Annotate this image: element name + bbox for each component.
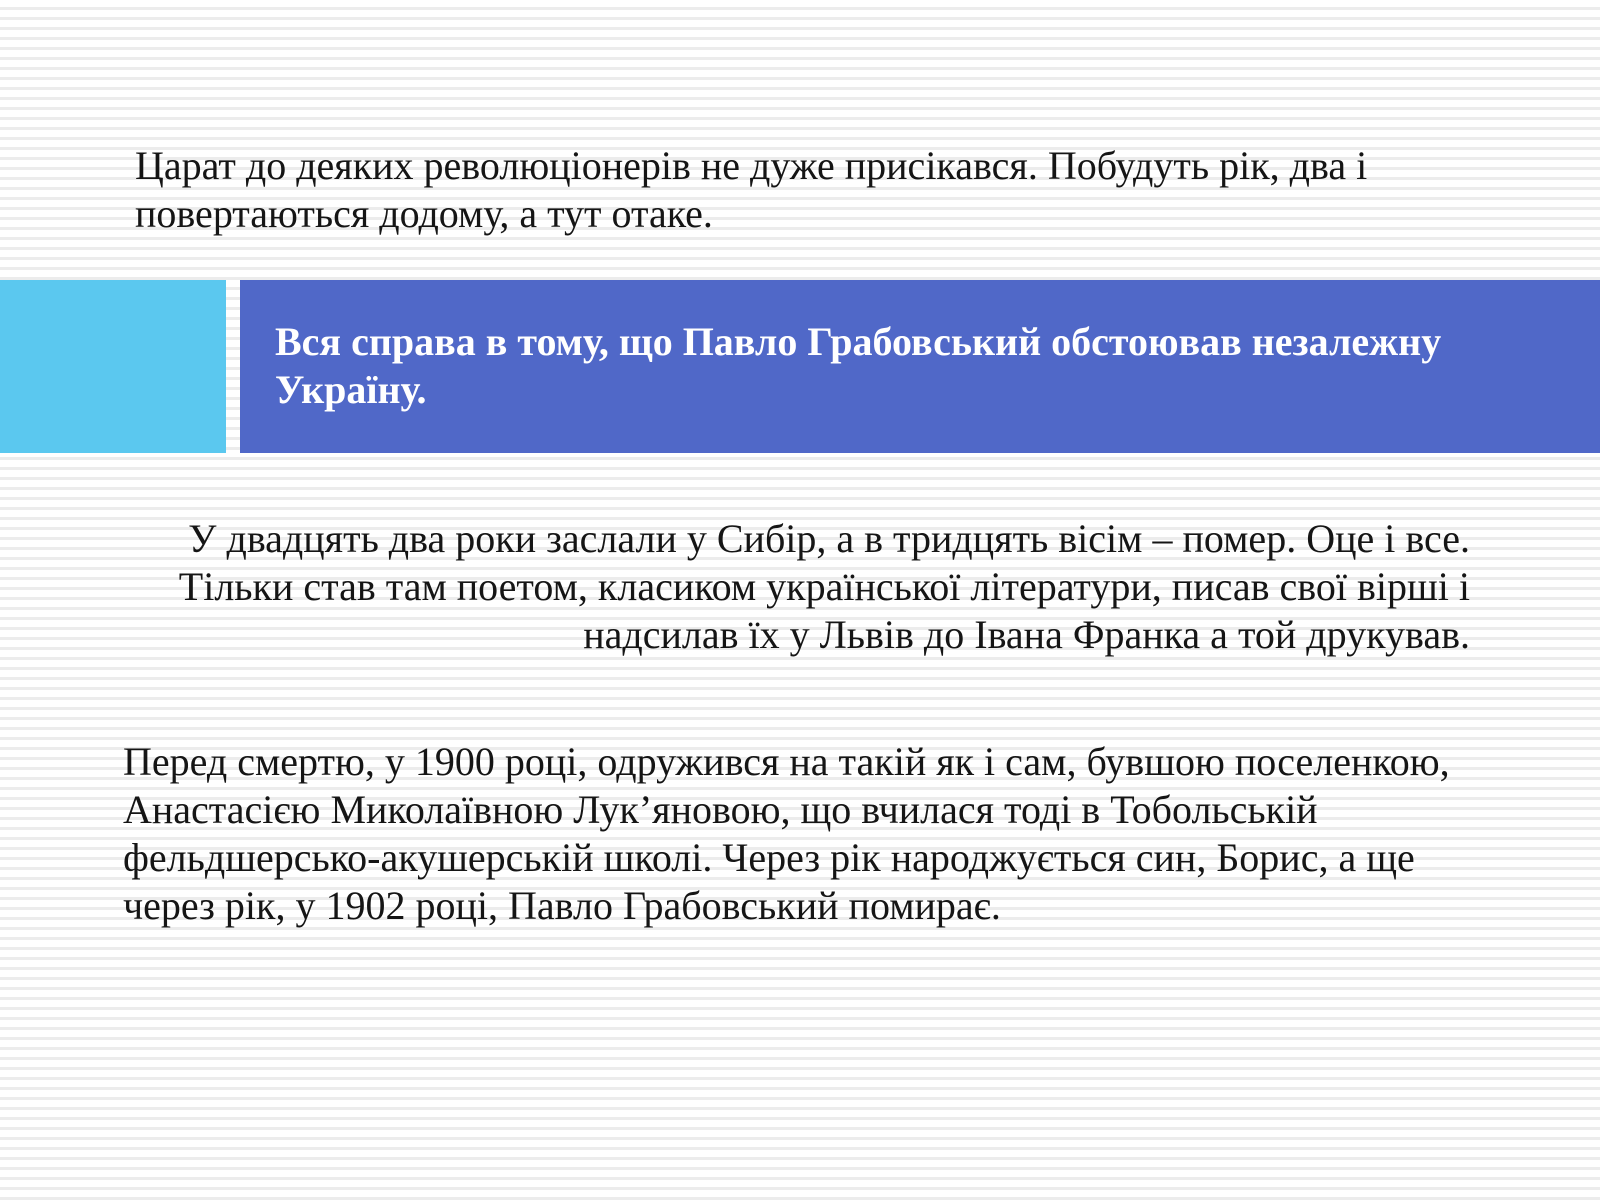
marriage-paragraph: Перед смертю, у 1900 році, одружився на такій як і сам, бувшою поселенкою, Анастасією Миколаївною Лук’яновою, що вчилася тоді в Тобольській фельдшерсько-акушерській школі. Через рік народжується син, Борис, а ще через рік, у 1902 році, Павло Грабовський помирає.: [123, 739, 1450, 928]
title-banner: [240, 280, 1600, 453]
exile-paragraph: У двадцять два роки заслали у Сибір, а в тридцять вісім – помер. Оце і все. Тільки став там поетом, класиком української літератури, писав свої вірші і надсилав їх у Львів до Івана Франка а той друкував.: [178, 516, 1470, 657]
banner-heading: Вся справа в тому, що Павло Грабовський обстоював незалежну Україну.: [275, 319, 1442, 412]
intro-paragraph: Царат до деяких революціонерів не дуже присікався. Побудуть рік, два і повертаються додому, а тут отаке.: [135, 143, 1368, 236]
accent-block: [0, 280, 226, 453]
